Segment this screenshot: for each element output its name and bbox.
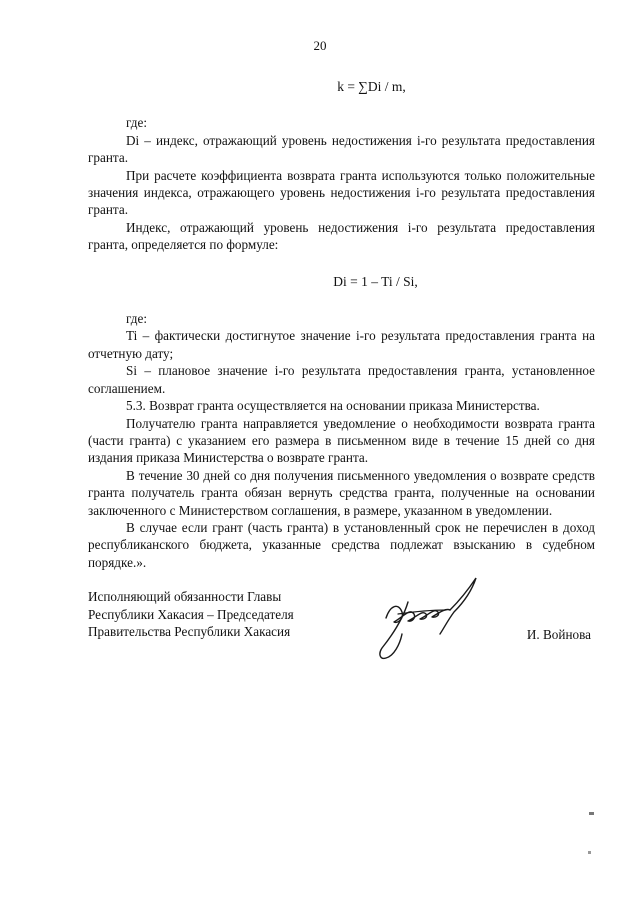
signature-block [88,588,595,641]
document-body [88,74,595,571]
signatory-title [88,588,338,641]
where-label-2: где: [126,311,147,327]
handwritten-signature [368,572,488,664]
scan-artifact [589,812,594,815]
formula-di: Di = 1 – Ti / Si, [333,273,418,289]
paragraph-index-formula-intro: Индекс, отражающий уровень недостижения i-го результата предоставления гранта, определяется по формуле: [88,219,595,253]
where-label-1: где: [126,115,147,131]
paragraph-ti-definition: Ti – фактически достигнутое значение i-го результата предоставления гранта на отчетную дату; [88,328,595,361]
paragraph-notice: Получателю гранта направляется уведомление о необходимости возврата гранта (части гранта) с указанием его размера в письменном виде в течение 15 дней со дня издания приказа Министерства о возврате гранта. [88,415,595,466]
paragraph-30-days: В течение 30 дней со дня получения письменного уведомления о возврате средств гранта получатель гранта обязан вернуть средства гранта, полученные на основании заключенного с Министерством соглашения, в размере, указанном в уведомлении. [88,467,595,518]
formula-k: k = ∑Di / m, [337,79,406,94]
signatory-name: И. Войнова [526,627,591,642]
page-number: 20 [313,38,327,53]
signatory-title-line-3: Правительства Республики Хакасия [88,624,291,640]
paragraph-5-3: 5.3. Возврат гранта осуществляется на основании приказа Министерства. [126,398,540,414]
paragraph-si-definition: Si – плановое значение i-го результата предоставления гранта, установленное соглашением. [88,363,595,396]
scan-artifact-dot [588,851,591,854]
signatory-title-line-1: Исполняющий обязанности Главы [88,589,282,604]
paragraph-positive-values: При расчете коэффициента возврата гранта используются только положительные значения индекса, отражающего уровень недостижения i-го результата предоставления гранта. [88,167,595,218]
signatory-title-line-2: Республики Хакасия – Председателя [88,606,294,622]
paragraph-court: В случае если грант (часть гранта) в установленный срок не перечислен в доход республиканского бюджета, указанные средства подлежат взысканию в судебном порядке.». [88,519,595,570]
paragraph-di-definition: Di – индекс, отражающий уровень недостижения i-го результата предоставления гранта. [88,132,595,166]
